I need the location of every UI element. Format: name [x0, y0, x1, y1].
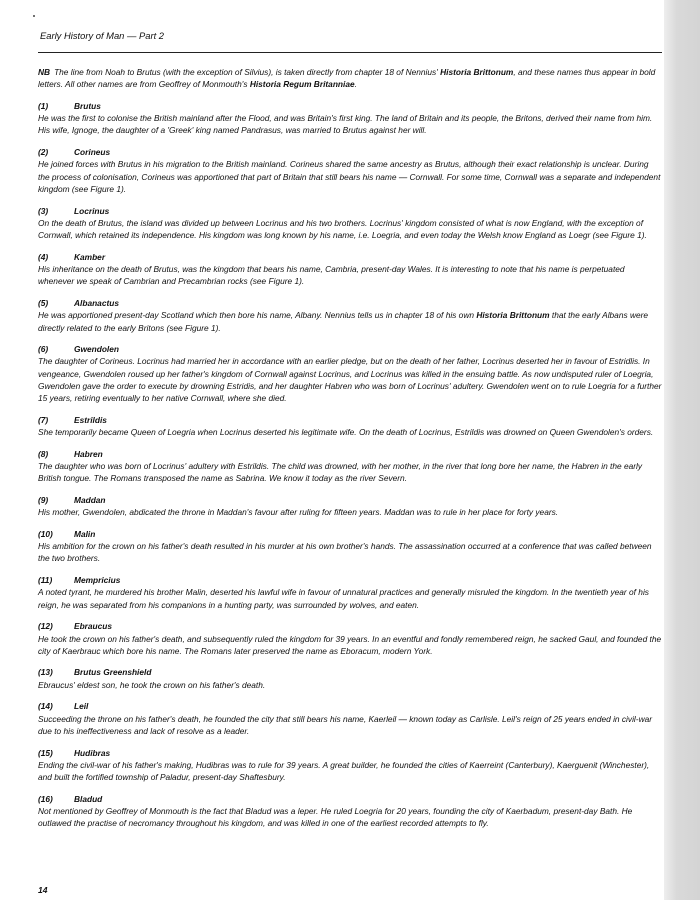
entry-locrinus — [38, 205, 662, 242]
entry-number: (7) — [38, 414, 49, 425]
entry-heading — [38, 205, 662, 217]
entry-heading — [38, 494, 662, 506]
entry-text: A noted tyrant, he murdered his brother Malin, deserted his lawful wife in favour of unnatural practices and generally misruled the kingdom. In the twentieth year of his reign, he was separated from his companions in a hunting party, was surrounded by wolves, and eaten. — [38, 587, 649, 610]
entry-name: Malin — [74, 528, 96, 539]
entry-number: (10) — [38, 528, 53, 539]
page-number: 14 — [38, 885, 48, 895]
entry-number: (8) — [38, 448, 49, 459]
entry-number: (1) — [38, 100, 49, 111]
entry-heading — [38, 414, 662, 426]
entry-name: Habren — [74, 448, 103, 459]
entry-ebraucus — [38, 620, 662, 657]
entry-heading — [38, 620, 662, 632]
entry-number: (13) — [38, 667, 53, 678]
entry-heading — [38, 700, 662, 712]
entry-number: (12) — [38, 621, 53, 632]
entry-name: Bladud — [74, 793, 103, 804]
entry-name: Leil — [74, 701, 89, 712]
nb-text: , and these names thus appear in bold letters. All other names are from Geoffrey of Monmouth's — [38, 67, 656, 90]
entry-text — [38, 309, 662, 334]
entry-hudibras — [38, 747, 662, 784]
entry-heading — [38, 343, 662, 355]
entry-name: Maddan — [74, 494, 106, 505]
entry-heading — [38, 448, 662, 460]
entry-number: (3) — [38, 205, 49, 216]
entry-heading — [38, 793, 662, 805]
entry-text: He took the crown on his father's death, and subsequently ruled the kingdom for 39 years. In an eventful and fondly remembered reign, he sacked Gaul, and founded the city of Kaerbrauc which bore his name. The Romans later preserved the name as Eboracum, modern York. — [38, 633, 662, 656]
entry-heading — [38, 528, 662, 540]
entry-heading — [38, 747, 662, 759]
entry-name: Estrildis — [74, 414, 107, 425]
entry-maddan — [38, 494, 662, 519]
entry-malin — [38, 528, 662, 565]
entry-number: (2) — [38, 147, 49, 158]
entry-corineus — [38, 146, 662, 195]
entry-name: Brutus — [74, 100, 101, 111]
entry-text: The daughter who was born of Locrinus' adultery with Estrildis. The child was drowned, with her mother, in the river that long bore her name, the Habren in the early British tongue. The Romans transposed the name as Sabrina. We know it today as the river Severn. — [38, 461, 643, 484]
entry-number: (14) — [38, 701, 53, 712]
entry-text: Not mentioned by Geoffrey of Monmouth is the fact that Bladud was a leper. He ruled Loegria for 20 years, founding the city of Kaerbadum, present-day Bath. He outlawed the practise of necromancy throughout his kingdom, and was killed in one of the earliest recorded attempts to fly. — [38, 806, 633, 829]
entry-heading — [38, 574, 662, 586]
entry-text: Succeeding the throne on his father's death, he founded the city that still bears his name, Kaerleil — known today as Carlisle. Leil's reign of 25 years ended in civil-war due to his ineffectiveness and lack of resolve as a leader. — [38, 713, 653, 736]
entry-name: Brutus Greenshield — [74, 667, 152, 678]
entry-text: She temporarily became Queen of Loegria when Locrinus deserted his legitimate wife. On the death of Locrinus, Estrildis was drowned on Queen Gwendolen's orders. — [38, 427, 654, 438]
entry-text: Ending the civil-war of his father's making, Hudibras was to rule for 39 years. A great builder, he founded the cities of Kaerreint (Canterbury), Kaerguenit (Winchester), and built the fortified township of Paladur, present-day Shaftesbury. — [38, 759, 650, 783]
entry-heading — [38, 146, 662, 158]
entry-text: His inheritance on the death of Brutus, was the kingdom that bears his name, Cambria, present-day Wales. It is interesting to note that his name is perpetuated whenever we speak of Cambrian and Precambrian rocks (see Figure 1). — [38, 264, 625, 287]
entry-text: On the death of Brutus, the island was divided up between Locrinus and his two brothers. Locrinus' kingdom consisted of what is now England, with the exception of Cornwall, which retained its independence. His kingdom was long known by his name, i.e. Loegria, and even today the Welsh know England as Loegr (see Figure 1). — [38, 217, 647, 241]
source-title: Historia Brittonum — [476, 310, 550, 321]
entry-name: Ebraucus — [74, 621, 113, 632]
entry-leil — [38, 700, 662, 737]
nb-text: . — [354, 79, 357, 90]
scan-speck — [33, 15, 35, 17]
entry-name: Albanactus — [74, 297, 119, 308]
running-header: Early History of Man — Part 2 — [40, 30, 164, 41]
entry-heading — [38, 297, 662, 309]
entry-kamber — [38, 251, 662, 288]
entry-text-part: He was apportioned present-day Scotland which then bore his name, Albany. Nennius tells us in chapter 18 of his own — [38, 310, 477, 321]
nb-label: NB — [38, 67, 51, 77]
nb-text: The line from Noah to Brutus (with the exception of Silvius), is taken directly from chapter 18 of Nennius' — [54, 67, 441, 77]
entry-number: (15) — [38, 747, 53, 758]
entry-name: Hudibras — [74, 747, 111, 758]
entry-text: The daughter of Corineus. Locrinus had married her in accordance with an earlier pledge, but on the death of her father, Locrinus deserted her in favour of Estridlis. In vengeance, Gwendolen roused up her father's kingdom of Cornwall against Locrinus, and Locrinus was killed in the ensuing battle. As now undisputed ruler of Loegria, Gwendolen gave the order to execute by drowning Estridis, and her daughter Habren who was born of Locrinus' adultery. Gwendolen went on to rule Loegria for a further 15 years, retiring eventually to her native Cornwall, where she died. — [38, 356, 662, 404]
nb-source-title: Historia Brittonum — [440, 67, 514, 77]
document-page — [38, 0, 662, 900]
entry-text: He joined forces with Brutus in his migration to the British mainland. Corineus shared the same ancestry as Brutus, although their exact relationship is unclear. During the process of colonisation, Corineus was apportioned that part of Britain that still bears his name — Cornwall. For some time, Cornwall was a separate and independent kingdom (see Figure 1). — [38, 159, 661, 194]
entry-name: Gwendolen — [74, 344, 119, 355]
entry-mempricius — [38, 574, 662, 611]
entry-heading — [38, 100, 662, 112]
nb-source-title: Historia Regum Britanniae — [249, 79, 355, 90]
entry-number: (4) — [38, 251, 49, 262]
entry-text: He was the first to colonise the British mainland after the Flood, and was Britain's first king. The land of Britain and its people, the Britons, derived their name from him. His wife, Ignoge, the daughter of a 'Greek' king named Pandrasus, was married to Brutus against her will. — [38, 113, 653, 136]
entry-heading — [38, 666, 662, 678]
scan-shadow-edge — [664, 0, 700, 900]
entry-gwendolen — [38, 343, 662, 404]
entry-estrildis — [38, 414, 662, 439]
entry-name: Kamber — [74, 251, 106, 262]
entry-number: (9) — [38, 494, 49, 505]
entry-number: (16) — [38, 793, 53, 804]
entry-text: His ambition for the crown on his father's death resulted in his murder at his own brother's hands. The assassination occurred at a conference that was called between the two brothers. — [38, 541, 652, 564]
entry-name: Corineus — [74, 147, 111, 158]
entry-heading — [38, 251, 662, 263]
entry-habren — [38, 448, 662, 485]
nb-note — [38, 66, 662, 91]
entry-name: Mempricius — [74, 575, 121, 586]
document-body — [38, 66, 662, 839]
entry-brutus-greenshield — [38, 666, 662, 691]
entry-text-part: that the early Albans were directly related to the early Britons (see Figure 1). — [38, 310, 649, 333]
entry-brutus — [38, 100, 662, 137]
entry-text: His mother, Gwendolen, abdicated the throne in Maddan's favour after ruling for fifteen years. Maddan was to rule in her place for forty years. — [38, 507, 559, 518]
entry-text: Ebraucus' eldest son, he took the crown on his father's death. — [38, 679, 266, 690]
header-rule — [38, 52, 662, 53]
entry-name: Locrinus — [74, 205, 110, 216]
entry-albanactus — [38, 297, 662, 334]
entry-number: (5) — [38, 297, 49, 308]
entry-number: (6) — [38, 344, 49, 355]
entry-number: (11) — [38, 575, 53, 586]
entry-bladud — [38, 793, 662, 830]
